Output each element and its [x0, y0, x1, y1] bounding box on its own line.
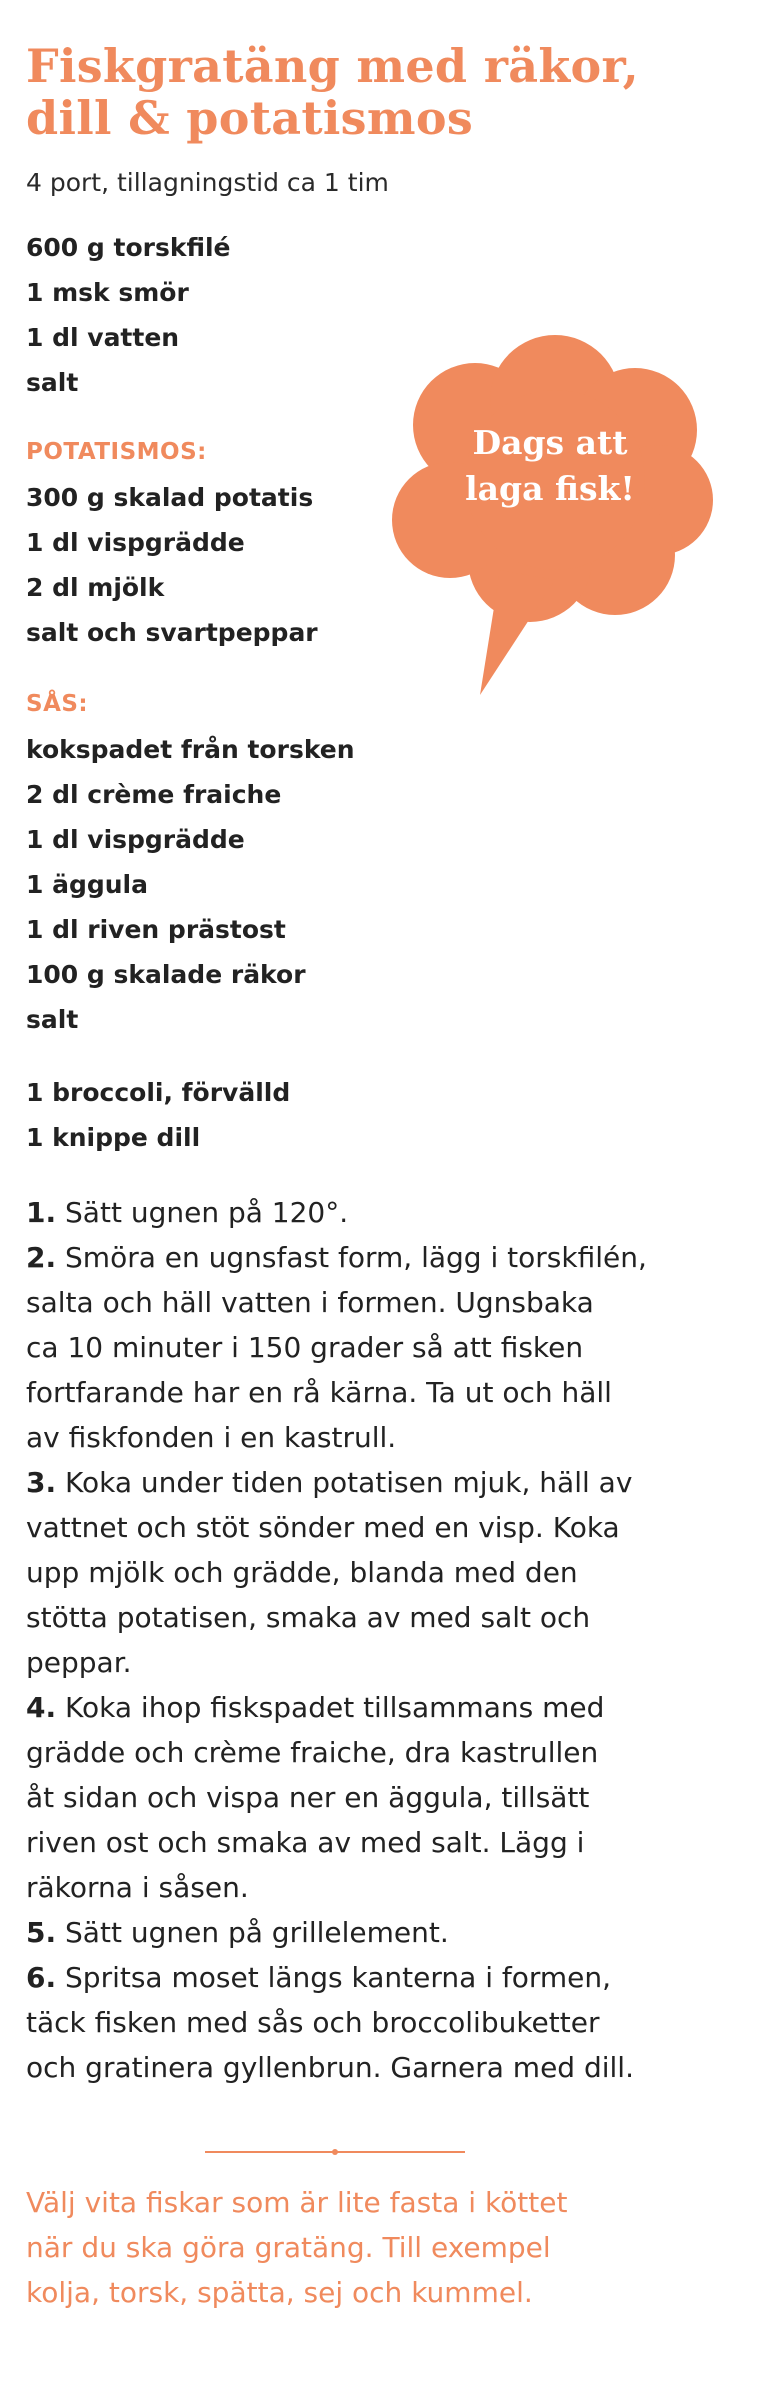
step-text: räkorna i såsen.	[26, 1871, 249, 1904]
ingredient: kokspadet från torsken	[26, 735, 355, 764]
step-text: riven ost och smaka av med salt. Lägg i	[26, 1826, 585, 1859]
step	[26, 1235, 756, 1460]
ingredients-main	[26, 225, 231, 405]
step-text: upp mjölk och grädde, blanda med den	[26, 1556, 578, 1589]
fish-tip	[26, 2180, 756, 2315]
speech-bubble	[380, 330, 720, 700]
ingredients-extra	[26, 1070, 290, 1160]
speech-bubble-shape	[392, 335, 713, 695]
ingredient: 1 msk smör	[26, 278, 189, 307]
tip-line: kolja, torsk, spätta, sej och kummel.	[26, 2276, 533, 2309]
speech-bubble-line-2: laga fisk!	[465, 469, 635, 508]
step-text: grädde och crème fraiche, dra kastrullen	[26, 1736, 599, 1769]
step-text: åt sidan och vispa ner en äggula, tillsätt	[26, 1781, 590, 1814]
section-heading-sas: SÅS:	[26, 691, 89, 717]
section-heading-potatismos: POTATISMOS:	[26, 439, 207, 465]
step-text: av fiskfonden i en kastrull.	[26, 1421, 397, 1454]
recipe-title	[26, 40, 746, 144]
step-text: Koka under tiden potatisen mjuk, häll av	[65, 1466, 633, 1499]
tip-line: Välj vita fiskar som är lite fasta i köttet	[26, 2186, 568, 2219]
step-number: 1.	[26, 1196, 57, 1229]
step-text: stötta potatisen, smaka av med salt och	[26, 1601, 591, 1634]
ingredient: 600 g torskfilé	[26, 233, 231, 262]
step-text: salta och häll vatten i formen. Ugnsbaka	[26, 1286, 594, 1319]
ingredient: 1 dl riven prästost	[26, 915, 286, 944]
step-number: 5.	[26, 1916, 57, 1949]
step-text: Sätt ugnen på 120°.	[65, 1196, 349, 1229]
step-text: Smöra en ugnsfast form, lägg i torskfilén,	[65, 1241, 647, 1274]
instructions	[26, 1190, 756, 2090]
step-text: fortfarande har en rå kärna. Ta ut och häll	[26, 1376, 612, 1409]
divider	[205, 2145, 465, 2159]
ingredients-sas	[26, 682, 355, 1042]
ingredient: 1 äggula	[26, 870, 148, 899]
step-text: ca 10 minuter i 150 grader så att fisken	[26, 1331, 584, 1364]
ingredient: 1 broccoli, förvälld	[26, 1078, 291, 1107]
speech-bubble-text	[380, 420, 720, 512]
recipe-title-line-2: dill & potatismos	[26, 91, 474, 145]
ingredient: salt	[26, 1005, 79, 1034]
ingredient: salt	[26, 368, 79, 397]
step	[26, 1190, 756, 1235]
ingredient: 100 g skalade räkor	[26, 960, 306, 989]
ingredient: 300 g skalad potatis	[26, 483, 314, 512]
ingredient: 1 dl vispgrädde	[26, 825, 245, 854]
recipe-title-line-1: Fiskgratäng med räkor,	[26, 39, 640, 93]
step	[26, 1955, 756, 2090]
ingredient: 1 dl vispgrädde	[26, 528, 245, 557]
step-text: täck fisken med sås och broccolibuketter	[26, 2006, 600, 2039]
ingredient: 2 dl mjölk	[26, 573, 165, 602]
step	[26, 1685, 756, 1910]
step-number: 6.	[26, 1961, 57, 1994]
step	[26, 1910, 756, 1955]
tip-line: när du ska göra gratäng. Till exempel	[26, 2231, 551, 2264]
ingredient: salt och svartpeppar	[26, 618, 318, 647]
step-text: och gratinera gyllenbrun. Garnera med dill.	[26, 2051, 634, 2084]
ingredient: 1 dl vatten	[26, 323, 180, 352]
step-text: Spritsa moset längs kanterna i formen,	[65, 1961, 612, 1994]
ingredient: 2 dl crème fraiche	[26, 780, 282, 809]
recipe-meta: 4 port, tillagningstid ca 1 tim	[26, 168, 389, 197]
ingredient: 1 knippe dill	[26, 1123, 201, 1152]
step-number: 2.	[26, 1241, 57, 1274]
step-text: Sätt ugnen på grillelement.	[65, 1916, 449, 1949]
step-number: 3.	[26, 1466, 57, 1499]
step	[26, 1460, 756, 1685]
ingredients-potatismos	[26, 430, 318, 655]
step-text: vattnet och stöt sönder med en visp. Koka	[26, 1511, 620, 1544]
step-number: 4.	[26, 1691, 57, 1724]
step-text: peppar.	[26, 1646, 132, 1679]
speech-bubble-line-1: Dags att	[472, 423, 628, 462]
step-text: Koka ihop fiskspadet tillsammans med	[65, 1691, 605, 1724]
